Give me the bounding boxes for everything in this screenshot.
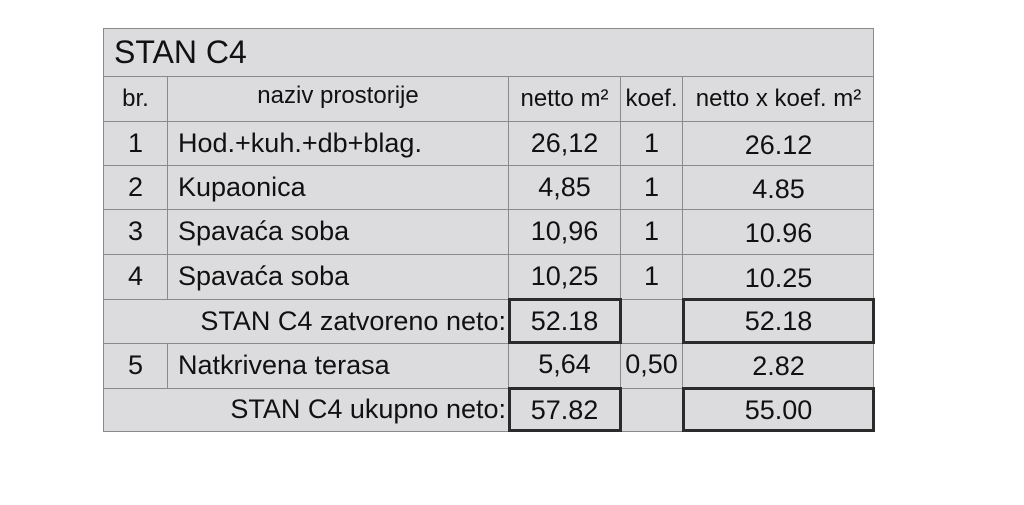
row-number: 4 xyxy=(127,261,144,291)
room-name: Spavaća soba xyxy=(178,216,350,246)
total-netto: 57.82 xyxy=(530,395,599,425)
subtotal-netto: 52.18 xyxy=(530,305,599,336)
header-netto: netto m² xyxy=(520,84,609,112)
total-netto-koef: 55.00 xyxy=(744,395,813,425)
table-title: STAN C4 xyxy=(114,34,247,70)
koef-value: 1 xyxy=(643,127,660,158)
header-br: br. xyxy=(122,84,149,112)
room-name: Hod.+kuh.+db+blag. xyxy=(178,127,422,158)
header-naziv: naziv prostorije xyxy=(257,82,419,109)
netto-koef-value: 10.25 xyxy=(744,263,813,293)
netto-koef-value: 26.12 xyxy=(744,129,813,160)
row-number: 3 xyxy=(127,216,144,246)
row-number: 5 xyxy=(127,350,144,380)
room-name: Kupaonica xyxy=(178,171,306,202)
koef-value: 1 xyxy=(643,171,660,202)
netto-koef-value: 2.82 xyxy=(752,351,805,381)
koef-value: 1 xyxy=(643,261,660,291)
room-name: Spavaća soba xyxy=(178,261,350,291)
subtotal-netto-koef: 52.18 xyxy=(744,305,813,336)
total-label: STAN C4 ukupno neto: xyxy=(230,394,506,424)
header-netto-koef: netto x koef. m² xyxy=(695,84,862,112)
netto-value: 10,96 xyxy=(530,216,599,246)
header-koef: koef. xyxy=(625,84,678,112)
room-area-table xyxy=(103,28,874,432)
subtotal-label: STAN C4 zatvoreno neto: xyxy=(200,305,506,336)
row-number: 2 xyxy=(127,171,144,202)
koef-value: 1 xyxy=(643,216,660,246)
netto-value: 4,85 xyxy=(538,171,591,202)
netto-value: 10,25 xyxy=(530,261,599,291)
netto-koef-value: 4.85 xyxy=(752,173,805,204)
netto-koef-value: 10.96 xyxy=(744,218,813,248)
netto-value: 26,12 xyxy=(530,127,599,158)
koef-value: 0,50 xyxy=(625,348,678,379)
row-number: 1 xyxy=(127,127,144,158)
room-name: Natkrivena terasa xyxy=(178,350,390,380)
netto-value: 5,64 xyxy=(538,348,591,379)
